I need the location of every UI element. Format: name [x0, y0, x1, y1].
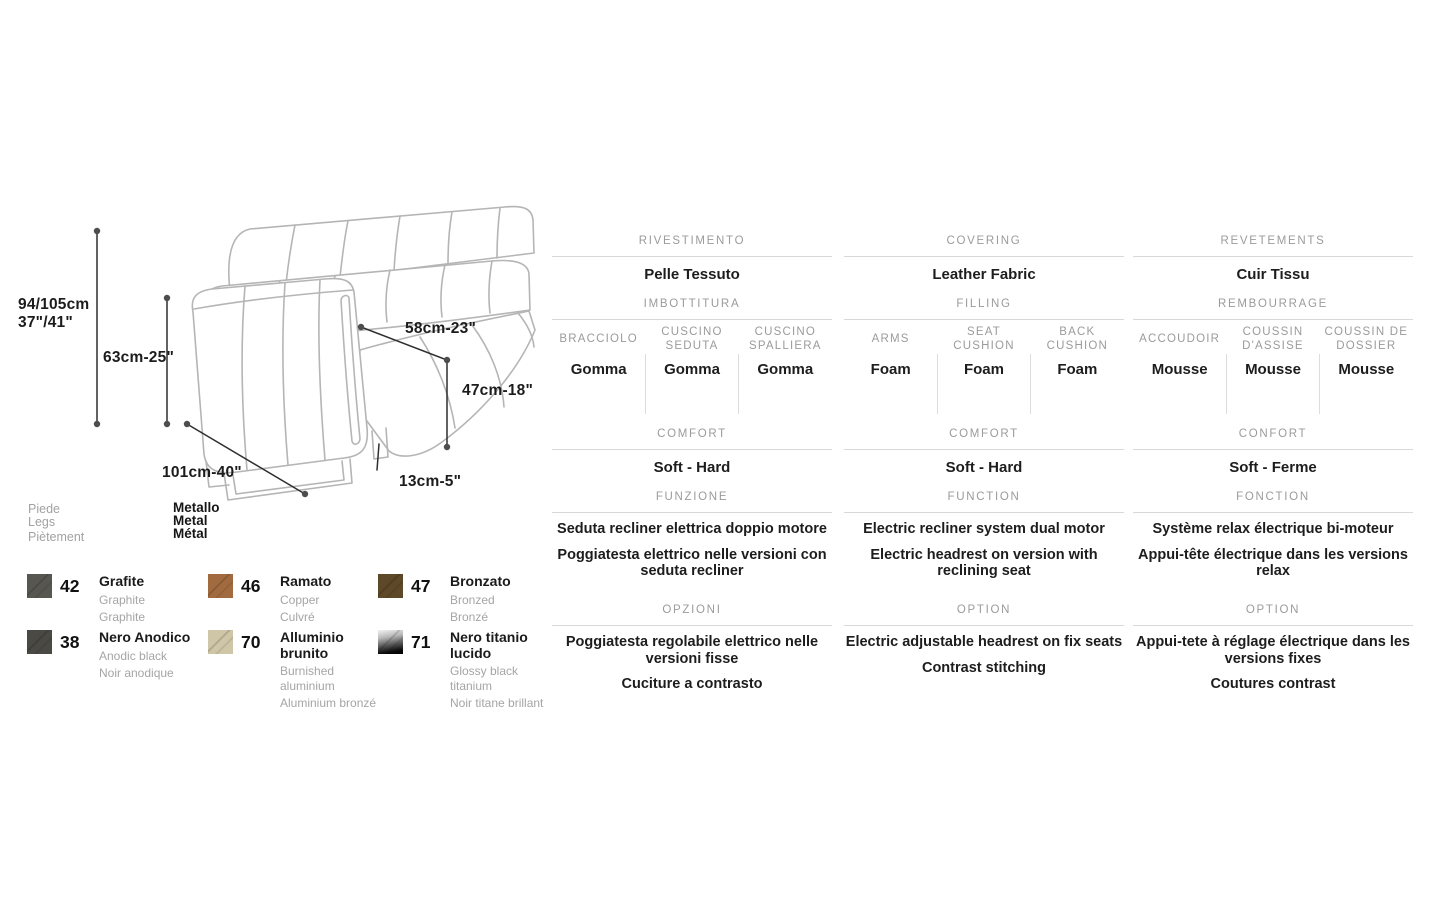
filling-col-value: Gomma: [570, 361, 627, 378]
finish-name: Grafite: [99, 573, 145, 589]
comfort-heading: COMFORT: [949, 428, 1019, 440]
filling-heading: REMBOURRAGE: [1217, 298, 1329, 310]
filling-col-arm: [552, 323, 645, 423]
divider: [552, 449, 832, 450]
finish-item-grafite: [27, 574, 205, 625]
divider: [1133, 449, 1413, 450]
options-heading: OPTION: [956, 604, 1012, 616]
filling-heading: IMBOTTITURA: [643, 298, 741, 310]
function-item: Appui-tête électrique dans les versions relax: [1138, 546, 1408, 579]
function-heading: FUNCTION: [947, 491, 1021, 503]
divider: [1226, 354, 1227, 414]
function-list: [1133, 513, 1413, 599]
finish-translation-en: Copper: [280, 592, 320, 607]
comfort-value: Soft - Hard: [653, 459, 731, 476]
finish-translation-fr: Culvré: [280, 610, 315, 624]
option-item: Appui-tete à réglage électrique dans les versions fixes: [1136, 634, 1410, 667]
dimension-seat-height: 47cm-18": [462, 382, 533, 399]
sofa-outline: [192, 207, 535, 500]
finish-translation-en: Glossy black titanium: [450, 664, 519, 693]
sofa-line-drawing: [0, 0, 545, 560]
finish-item-nero-titanio: [378, 630, 556, 711]
function-heading: FUNZIONE: [655, 491, 729, 503]
filling-heading: FILLING: [956, 298, 1012, 310]
divider: [1030, 354, 1031, 414]
finish-item-ramato: [208, 574, 386, 625]
finish-code: 70: [241, 632, 261, 652]
filling-col-seat: [1226, 323, 1319, 423]
filling-col-value: Gomma: [664, 361, 720, 378]
divider: [1319, 354, 1320, 414]
finish-translation-fr: Aluminium bronzé: [280, 696, 377, 710]
finish-swatch: [208, 630, 233, 654]
dimension-total-height-in: 37"/41": [18, 314, 73, 331]
filling-col-back: [1031, 323, 1124, 423]
comfort-heading: COMFORT: [657, 428, 727, 440]
divider: [552, 256, 832, 257]
function-list: [844, 513, 1124, 599]
function-item: Seduta recliner elettrica doppio motore: [557, 521, 827, 537]
divider: [738, 354, 739, 414]
legs-value-it: Metallo: [173, 500, 220, 515]
filling-col-value: Gomma: [757, 361, 814, 378]
legs-legend-values: [173, 501, 220, 540]
finish-item-alluminio-brunito: [208, 630, 386, 711]
function-list: [552, 513, 832, 599]
options-heading: OPZIONI: [662, 604, 722, 616]
finish-translation-en: Anodic black: [99, 648, 168, 663]
function-item: Electric recliner system dual motor: [863, 521, 1105, 537]
divider: [844, 256, 1124, 257]
option-item: Cuciture a contrasto: [621, 676, 763, 692]
dimension-back-height: 63cm-25": [103, 349, 174, 366]
comfort-heading: CONFORT: [1238, 428, 1308, 440]
filling-col-seat: [937, 323, 1030, 423]
filling-col-arm: [1133, 323, 1226, 423]
finish-translation-en: Bronzed: [450, 592, 495, 607]
divider: [1133, 256, 1413, 257]
function-item: Système relax électrique bi-moteur: [1152, 521, 1394, 537]
options-list: [844, 626, 1124, 676]
dimension-leg-height: 13cm-5": [399, 473, 462, 490]
legs-legend-labels: [28, 503, 84, 544]
filling-col-value: Foam: [963, 361, 1004, 378]
divider: [1133, 319, 1413, 320]
covering-heading: COVERING: [946, 235, 1022, 247]
filling-col-value: Foam: [1057, 361, 1098, 378]
dimension-total-height: [18, 296, 89, 332]
function-item: Electric headrest on version with reclining seat: [870, 546, 1098, 579]
option-item: Coutures contrast: [1210, 676, 1336, 692]
finish-code: 38: [60, 632, 80, 652]
filling-col-label: SEAT CUSHION: [953, 326, 1015, 352]
filling-col-value: Mousse: [1338, 361, 1395, 378]
finish-translation-fr: Noir anodique: [99, 666, 174, 680]
filling-col-label: COUSSIN D'ASSISE: [1242, 326, 1304, 352]
option-item: Contrast stitching: [921, 659, 1047, 676]
covering-value: Leather Fabric: [932, 266, 1036, 283]
finish-code: 47: [411, 576, 431, 596]
finish-translation-en: Graphite: [99, 592, 146, 607]
filling-col-label: BACK CUSHION: [1046, 326, 1109, 352]
filling-table: [552, 323, 832, 423]
divider: [645, 354, 646, 414]
legs-value-fr: Métal: [173, 526, 208, 541]
option-item: Electric adjustable headrest on fix seats: [845, 634, 1123, 650]
spec-column-french: [1133, 230, 1413, 702]
finish-swatch: [27, 574, 52, 598]
finish-name: Ramato: [280, 573, 332, 589]
divider: [937, 354, 938, 414]
filling-col-label: CUSCINO SEDUTA: [661, 326, 723, 352]
covering-heading: REVETEMENTS: [1220, 235, 1326, 247]
filling-col-label: ACCOUDOIR: [1139, 333, 1221, 345]
finish-item-bronzato: [378, 574, 556, 625]
finish-name: Nero Anodico: [99, 629, 191, 645]
finish-code: 71: [411, 632, 431, 652]
dimension-depth: 101cm-40": [162, 464, 242, 481]
filling-col-seat: [645, 323, 738, 423]
dimension-seat-depth: 58cm-23": [405, 320, 476, 337]
legs-label-fr: Piètement: [28, 530, 85, 544]
options-heading: OPTION: [1245, 604, 1301, 616]
covering-value: Cuir Tissu: [1236, 266, 1310, 283]
finish-name: Nero titanio lucido: [450, 629, 528, 661]
dimension-total-height-cm: 94/105cm: [18, 296, 90, 313]
spec-column-italian: [552, 230, 832, 702]
finish-name: Bronzato: [450, 573, 511, 589]
options-list: [552, 626, 832, 693]
filling-col-label: COUSSIN DE DOSSIER: [1324, 326, 1409, 352]
comfort-value: Soft - Ferme: [1229, 459, 1317, 476]
covering-heading: RIVESTIMENTO: [638, 235, 746, 247]
comfort-value: Soft - Hard: [945, 459, 1023, 476]
filling-col-back: [739, 323, 832, 423]
divider: [844, 449, 1124, 450]
filling-col-back: [1320, 323, 1413, 423]
filling-col-label: CUSCINO SPALLIERA: [749, 326, 822, 352]
option-item: Poggiatesta regolabile elettrico nelle versioni fisse: [565, 634, 819, 667]
filling-col-value: Mousse: [1151, 361, 1208, 378]
options-list: [1133, 626, 1413, 693]
finish-translation-fr: Graphite: [99, 610, 146, 624]
finish-swatch: [27, 630, 52, 654]
function-heading: FONCTION: [1236, 491, 1310, 503]
finish-translation-fr: Noir titane brillant: [450, 696, 544, 710]
finish-item-nero-anodico: [27, 630, 205, 681]
legs-label-it: Piede: [28, 502, 60, 516]
divider: [552, 319, 832, 320]
finish-swatch: [208, 574, 233, 598]
finish-translation-en: Burnished aluminium: [280, 664, 335, 693]
finish-code: 42: [60, 576, 80, 596]
filling-col-label: ARMS: [871, 333, 910, 345]
spec-column-english: [844, 230, 1124, 685]
finish-code: 46: [241, 576, 261, 596]
finish-translation-fr: Bronzé: [450, 610, 489, 624]
finish-name: Alluminio brunito: [280, 629, 344, 661]
finish-swatch: [378, 630, 403, 654]
filling-col-value: Foam: [870, 361, 911, 378]
function-item: Poggiatesta elettrico nelle versioni con seduta recliner: [557, 546, 827, 579]
divider: [844, 319, 1124, 320]
covering-value: Pelle Tessuto: [644, 266, 740, 283]
legs-label-en: Legs: [28, 514, 56, 529]
filling-col-arm: [844, 323, 937, 423]
filling-col-label: BRACCIOLO: [559, 333, 638, 345]
filling-table: [844, 323, 1124, 423]
filling-col-value: Mousse: [1245, 361, 1301, 378]
filling-table: [1133, 323, 1413, 423]
finish-swatch: [378, 574, 403, 598]
legs-value-en: Metal: [173, 513, 208, 528]
